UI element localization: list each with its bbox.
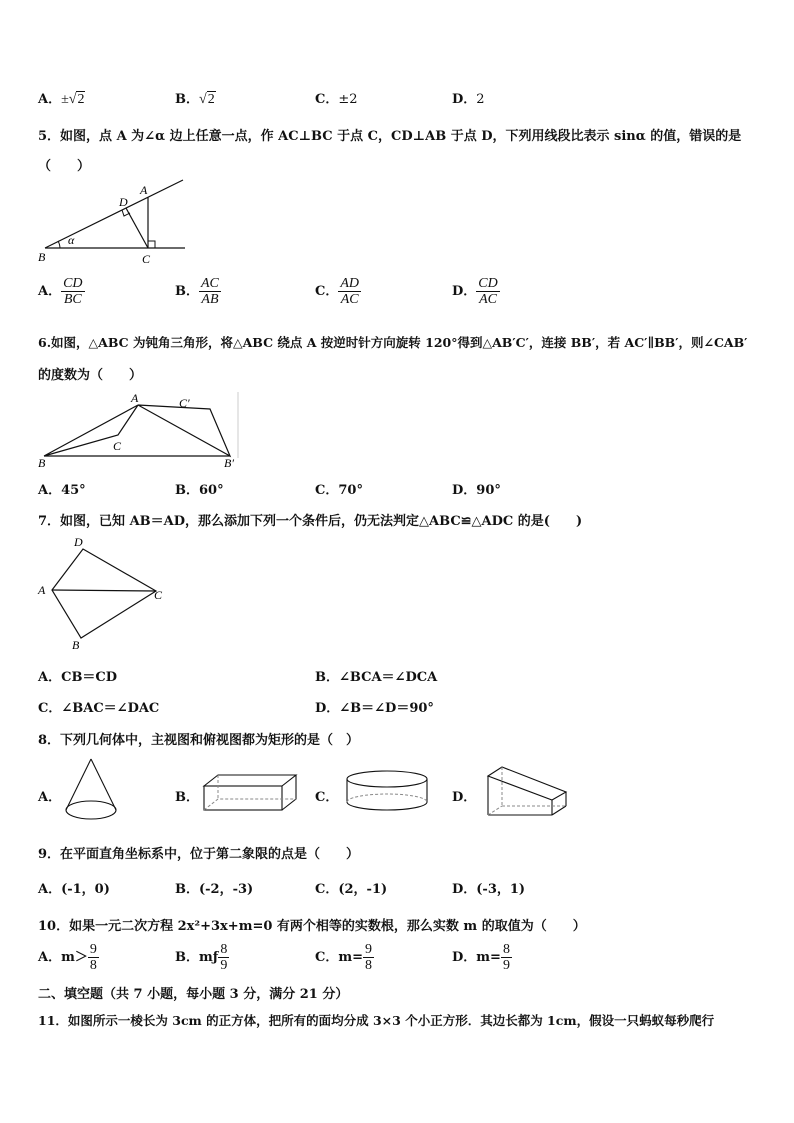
- q6-stem-line2: 的度数为（ ）: [38, 368, 143, 383]
- q6-label-c: C: [113, 439, 122, 453]
- q4-option-a[interactable]: A．±√2: [38, 92, 85, 107]
- q6-option-d[interactable]: D．90°: [452, 483, 501, 498]
- q9-option-b[interactable]: B．(-2，-3): [175, 882, 254, 897]
- q7-label-b: B: [72, 638, 80, 652]
- q7-option-c[interactable]: C．∠BAC＝∠DAC: [38, 701, 160, 716]
- q5-option-b[interactable]: B． $\frac{AC}{AB}$: [175, 276, 219, 307]
- cuboid-icon: [200, 772, 300, 814]
- q8-option-c-label[interactable]: C．: [315, 790, 339, 805]
- q6-label-a: A: [131, 391, 139, 405]
- q7-option-d[interactable]: D．∠B＝∠D＝90°: [315, 701, 434, 716]
- q5-option-d[interactable]: D． $\frac{CD}{AC}$: [452, 276, 498, 307]
- q9-option-a[interactable]: A．(-1，0): [38, 882, 110, 897]
- q10-option-b[interactable]: B．mƒ $\frac{8}{9}$: [175, 942, 228, 973]
- q7-figure: [36, 533, 171, 653]
- q8-option-d-label[interactable]: D．: [452, 790, 477, 805]
- q7-label-d: D: [74, 535, 83, 549]
- q10-stem: 10．如果一元二次方程 2x²+3x+m=0 有两个相等的实数根，那么实数 m 的取值为（ ）: [38, 919, 586, 934]
- q8-option-b-label[interactable]: B．: [175, 790, 199, 805]
- q5-option-a[interactable]: A． $\frac{CD}{BC}$: [38, 276, 83, 307]
- q7-label-c: C: [154, 588, 163, 602]
- q5-label-b: B: [38, 250, 46, 264]
- q5-paren: （ ）: [38, 159, 91, 174]
- triangular-prism-icon: [484, 764, 570, 818]
- cylinder-icon: [344, 768, 430, 816]
- q4-option-c[interactable]: C．±2: [315, 92, 358, 107]
- q6-stem: 6.如图，△ABC 为钝角三角形，将△ABC 绕点 A 按逆时针方向旋转 120°得到△AB′C′，连接 BB′，若 AC′∥BB′，则∠CAB′: [38, 335, 748, 350]
- q6-label-b-prime: B′: [224, 456, 234, 470]
- q5-label-a: A: [140, 183, 148, 197]
- q7-option-a[interactable]: A．CB＝CD: [38, 670, 118, 685]
- q7-label-a: A: [38, 583, 46, 597]
- q9-stem: 9．在平面直角坐标系中，位于第二象限的点是（ ）: [38, 847, 360, 862]
- q9-option-d[interactable]: D．(-3，1): [452, 882, 526, 897]
- cone-icon: [62, 756, 120, 824]
- q6-option-c[interactable]: C．70°: [315, 483, 363, 498]
- q6-label-c-prime: C′: [179, 396, 190, 410]
- q7-stem: 7．如图，已知 AB＝AD，那么添加下列一个条件后，仍无法判定△ABC≌△ADC 的是( ): [38, 514, 583, 529]
- q10-option-a[interactable]: A．m＞ $\frac{9}{8}$: [38, 942, 97, 973]
- q5-figure: [38, 176, 188, 266]
- q8-stem: 8．下列几何体中，主视图和俯视图都为矩形的是（ ）: [38, 733, 360, 748]
- q5-option-c[interactable]: C． $\frac{AD}{AC}$: [315, 276, 360, 307]
- q6-option-b[interactable]: B．60°: [175, 483, 224, 498]
- section-2-heading: 二、填空题（共 7 小题，每小题 3 分，满分 21 分）: [38, 987, 349, 1002]
- q6-figure: [38, 388, 243, 470]
- q11-stem: 11．如图所示一棱长为 3cm 的正方体，把所有的面均分成 3×3 个小正方形．其边长都为 1cm，假设一只蚂蚁每秒爬行: [38, 1013, 715, 1028]
- q6-label-b: B: [38, 456, 46, 470]
- q4-option-b[interactable]: B．√2: [175, 92, 215, 107]
- q5-stem: 5．如图，点 A 为∠α 边上任意一点，作 AC⊥BC 于点 C，CD⊥AB 于点 D，下列用线段比表示 sinα 的值，错误的是: [38, 129, 742, 144]
- q6-option-a[interactable]: A．45°: [38, 483, 86, 498]
- q7-option-b[interactable]: B．∠BCA＝∠DCA: [315, 670, 438, 685]
- q4-option-d[interactable]: D．2: [452, 92, 485, 107]
- q10-option-d[interactable]: D．m= $\frac{8}{9}$: [452, 942, 510, 973]
- q8-option-a-label[interactable]: A．: [38, 790, 62, 805]
- q5-label-d: D: [119, 195, 128, 209]
- q10-option-c[interactable]: C．m= $\frac{9}{8}$: [315, 942, 373, 973]
- q9-option-c[interactable]: C．(2，-1): [315, 882, 388, 897]
- q5-label-c: C: [142, 252, 151, 266]
- q5-label-alpha: α: [68, 233, 75, 247]
